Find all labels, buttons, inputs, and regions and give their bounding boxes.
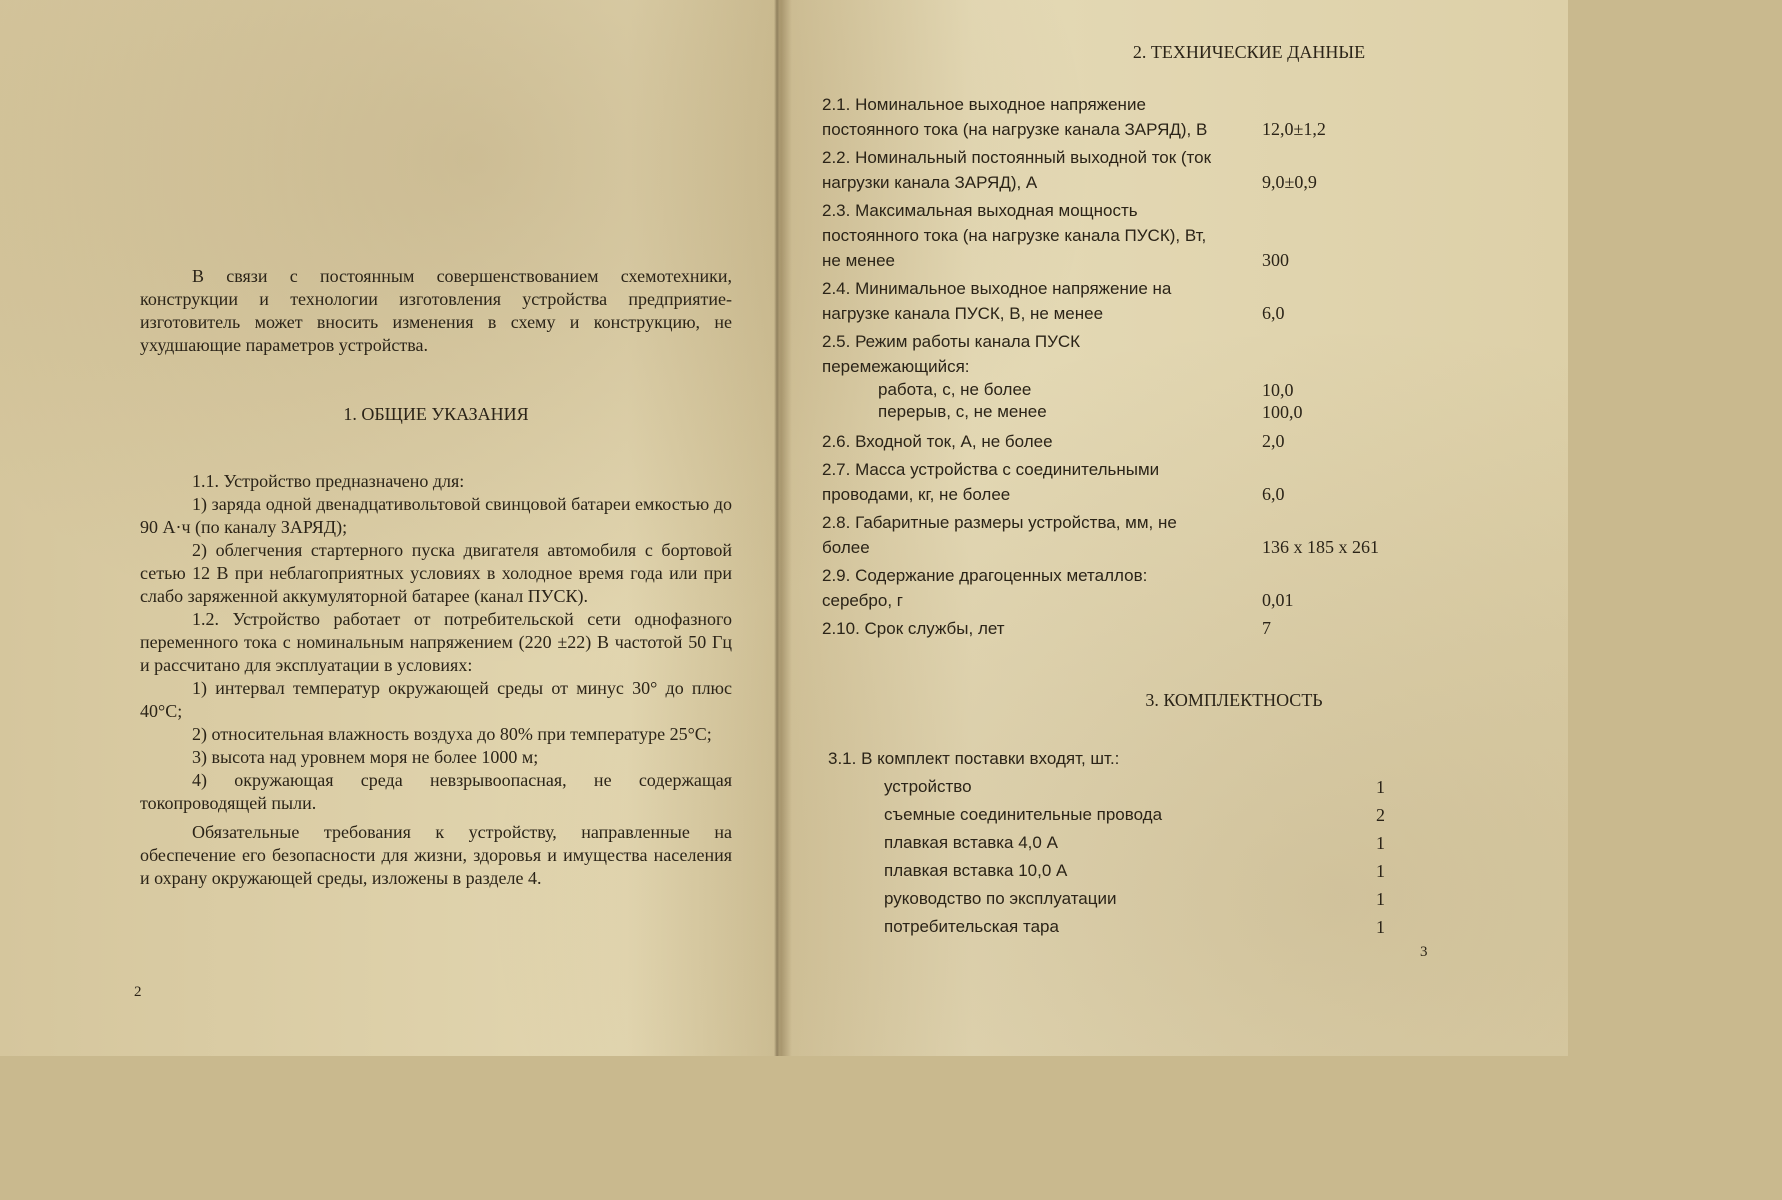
spec-sub-value: 100,0 [1262,402,1303,422]
spec-label: 2.4. Минимальное выходное напряжение на нагрузке канала ПУСК, В, не менее [822,279,1172,323]
kit-item-name: руководство по эксплуатации [884,889,1117,908]
kit-item [828,913,1398,941]
kit-intro: 3.1. В комплект поставки входят, шт.: [828,749,1120,768]
left-page [0,0,774,1056]
kit-item-count: 2 [1376,805,1385,825]
spec-value: 136 х 185 х 261 [1262,537,1379,557]
spec-item [822,276,1442,326]
spec-item [822,329,1442,379]
spec-label: 2.10. Срок службы, лет [822,619,1005,638]
general-instructions [140,470,732,890]
kit-item-name: потребительская тара [884,917,1059,936]
spec-item [822,92,1442,142]
paragraph-1-2-1: 1) интервал температур окружающей среды от минус 30° до плюс 40°С; [140,678,732,721]
spec-subitem [822,379,1442,401]
spec-value: 2,0 [1262,431,1285,451]
right-page [780,0,1568,1056]
spec-value: 7 [1262,618,1271,638]
kit-list [828,746,1398,941]
page-number-left: 2 [134,984,142,1000]
paragraph-1-1: 1.1. Устройство предназначено для: [192,471,465,491]
kit-item-count: 1 [1376,777,1385,797]
paragraph-1-1-2: 2) облегчения стартерного пуска двигателя автомобиля с бортовой сетью 12 В при неблагоприятных условиях в холодное время года или при слабо заряженной аккумуляторной батарее (канал ПУСК). [140,540,732,606]
kit-item [828,885,1398,913]
spec-value: 6,0 [1262,484,1285,504]
spec-subitem [822,401,1442,423]
kit-item-count: 1 [1376,917,1385,937]
spec-label: 2.1. Номинальное выходное напряжение постоянного тока (на нагрузке канала ЗАРЯД), В [822,95,1208,139]
spec-item [822,616,1442,641]
spec-label: 2.3. Максимальная выходная мощность постоянного тока (на нагрузке канала ПУСК), Вт, не менее [822,201,1207,270]
page-number-right: 3 [1420,944,1428,960]
paragraph-1-2-2: 2) относительная влажность воздуха до 80% при температуре 25°С; [192,724,712,744]
paragraph-1-1-1: 1) заряда одной двенадцативольтовой свинцовой батареи емкостью до 90 А·ч (по каналу ЗАРЯД); [140,494,732,537]
spec-value: 6,0 [1262,303,1285,323]
paragraph-1-2-3: 3) высота над уровнем моря не более 1000 м; [192,747,539,767]
kit-item-name: съемные соединительные провода [884,805,1163,824]
kit-item-count: 1 [1376,833,1385,853]
spec-value: 0,01 [1262,590,1294,610]
kit-item [828,801,1398,829]
spec-item [822,145,1442,195]
spec-value: 9,0±0,9 [1262,172,1317,192]
kit-item [828,773,1398,801]
kit-item [828,829,1398,857]
spec-label: 2.6. Входной ток, А, не более [822,432,1053,451]
kit-item-name: плавкая вставка 4,0 А [884,833,1058,852]
spec-label: 2.9. Содержание драгоценных металлов: серебро, г [822,566,1148,610]
spec-label: 2.7. Масса устройства с соединительными проводами, кг, не более [822,460,1160,504]
spec-sub-label: перерыв, с, не менее [878,402,1047,421]
spec-value: 12,0±1,2 [1262,119,1326,139]
notice-paragraph: В связи с постоянным совершенствованием схемотехники, конструкции и технологии изготовления устройства предприятие-изготовитель может вносить изменения в схему и конструкцию, не ухудшающие параметров устройства. [140,266,732,355]
paragraph-1-2-4: 4) окружающая среда невзрывоопасная, не содержащая токопроводящей пыли. [140,770,732,813]
spec-value: 300 [1262,250,1289,270]
spec-label: 2.8. Габаритные размеры устройства, мм, не более [822,513,1177,557]
spec-item [822,457,1442,507]
spec-item [822,563,1442,613]
kit-item-count: 1 [1376,861,1385,881]
section3-heading: 3. КОМПЛЕКТНОСТЬ [1145,690,1323,710]
spec-item [822,429,1442,454]
spec-label: 2.2. Номинальный постоянный выходной ток (ток нагрузки канала ЗАРЯД), А [822,148,1212,192]
kit-item-name: плавкая вставка 10,0 А [884,861,1068,880]
section2-heading: 2. ТЕХНИЧЕСКИЕ ДАННЫЕ [1132,42,1366,62]
spec-item [822,198,1442,273]
technical-data-list [822,92,1442,644]
paragraph-safety: Обязательные требования к устройству, направленные на обеспечение его безопасности для жизни, здоровья и имущества населения и охрану окружающей среды, изложены в разделе 4. [140,822,732,888]
kit-item [828,857,1398,885]
kit-item-count: 1 [1376,889,1385,909]
spec-sub-label: работа, с, не более [878,380,1032,399]
kit-item-name: устройство [884,777,972,796]
spec-item [822,510,1442,560]
spec-sub-value: 10,0 [1262,380,1294,400]
section1-heading: 1. ОБЩИЕ УКАЗАНИЯ [343,404,529,424]
spec-label: 2.5. Режим работы канала ПУСК перемежающийся: [822,332,1081,376]
paragraph-1-2: 1.2. Устройство работает от потребительской сети однофазного переменного тока с номинальным напряжением (220 ±22) В частотой 50 Гц и рассчитано для эксплуатации в условиях: [140,609,732,675]
